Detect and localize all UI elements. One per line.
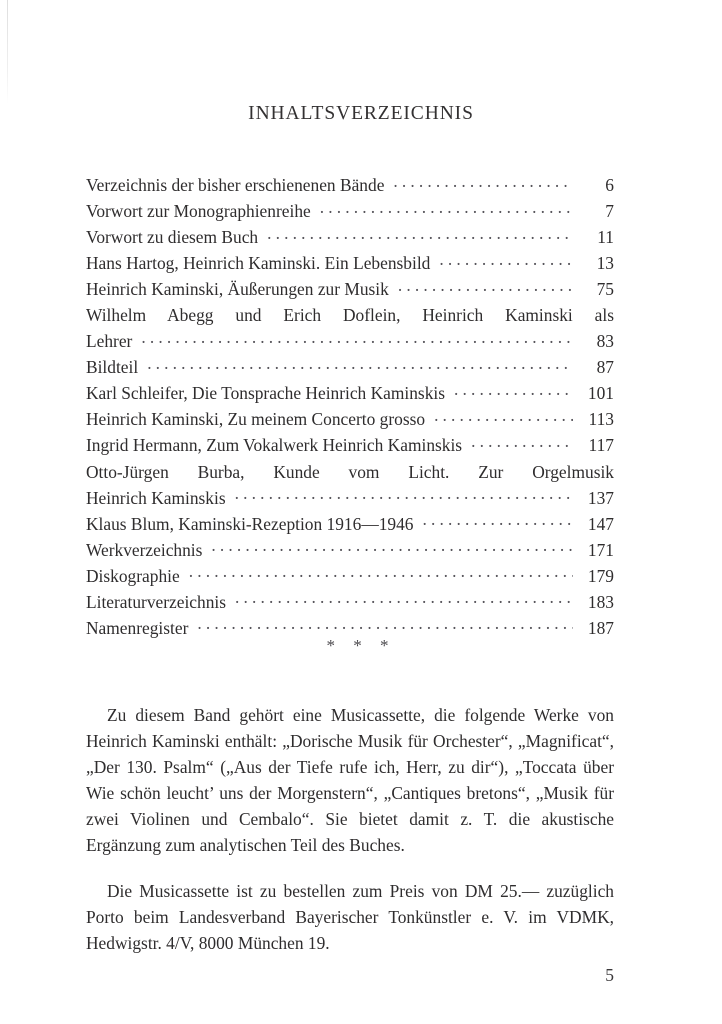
toc-entry-page-number: 187	[587, 617, 614, 638]
toc-entry[interactable]	[86, 276, 614, 302]
toc-entry-title: Bildteil	[86, 357, 139, 378]
dot-leader	[211, 538, 573, 555]
toc-entry-title: Karl Schleifer, Die Tonsprache Heinrich Kaminskis	[86, 383, 445, 404]
toc-entry-page-number: 13	[596, 253, 614, 274]
toc-entry-title: Vorwort zu diesem Buch	[86, 227, 259, 248]
dot-leader	[434, 408, 573, 425]
toc-entry-title: Vorwort zur Monographienreihe	[86, 201, 311, 222]
toc-entry-page-number: 117	[588, 435, 614, 456]
toc-entry-line	[86, 172, 614, 198]
dot-leader	[147, 356, 573, 373]
dot-leader	[398, 278, 573, 295]
toc-entry-page-number: 137	[587, 487, 614, 508]
toc-entry-title: Ingrid Hermann, Zum Vokalwerk Heinrich Kaminskis	[86, 435, 463, 456]
toc-entry[interactable]	[86, 432, 614, 458]
toc-entry-line	[86, 511, 614, 537]
asterisk-divider: * * *	[326, 636, 396, 655]
toc-entry-line	[86, 224, 614, 250]
toc-entry-line	[86, 432, 614, 458]
toc-entry-title: Heinrich Kaminski, Zu meinem Concerto grosso	[86, 409, 426, 430]
dot-leader	[393, 174, 573, 191]
body-paragraph: Die Musicassette ist zu bestellen zum Preis von DM 25.— zuzüglich Porto beim Landesverband Bayerischer Tonkünstler e. V. im VDMK, Hedwigstr. 4/V, 8000 München 19.	[86, 880, 614, 953]
toc-entry-line	[86, 537, 614, 563]
scan-edge-artifact	[7, 0, 8, 104]
dot-leader	[267, 226, 573, 243]
toc-entry-line	[86, 589, 614, 615]
body-paragraph: Zu diesem Band gehört eine Musicassette, die folgende Werke von Heinrich Kaminski enthält: „Dorische Musik für Orchester“, „Magnificat“, „Der 130. Psalm“ („Aus der Tiefe rufe ich, Herr, zu dir“), „Toccata über Wie schön leucht’ uns der Morgenstern“, „Cantiques bretons“, „Musik für zwei Violinen und Cembalo“. Sie bietet damit z. T. die akustische Ergänzung zum analytischen Teil des Buches.	[86, 705, 614, 856]
page-title: INHALTSVERZEICHNIS	[248, 103, 474, 124]
toc-entry-page-number: 179	[587, 565, 614, 586]
toc-entry-line	[86, 354, 614, 380]
toc-entry[interactable]	[86, 172, 614, 198]
dot-leader	[423, 512, 574, 529]
toc-entry[interactable]	[86, 589, 614, 615]
toc-entry[interactable]	[86, 380, 614, 406]
body-text	[86, 702, 614, 956]
toc-entry[interactable]	[86, 563, 614, 589]
toc-entry[interactable]	[86, 224, 614, 250]
toc-entry-page-number: 6	[605, 175, 614, 195]
dot-leader	[141, 330, 573, 347]
toc-entry[interactable]	[86, 406, 614, 432]
toc-entry[interactable]	[86, 511, 614, 537]
toc-entry-first-line: Wilhelm Abegg und Erich Doflein, Heinrich Kaminski als	[86, 305, 614, 326]
toc-entry[interactable]	[86, 250, 614, 276]
toc-entry-page-number: 7	[605, 201, 614, 222]
toc-entry[interactable]	[86, 302, 614, 354]
toc-entry-line	[86, 328, 614, 354]
toc-entry-page-number: 101	[587, 383, 614, 404]
dot-leader	[235, 590, 573, 607]
toc-entry-title: Klaus Blum, Kaminski-Rezeption 1916—1946	[86, 513, 414, 534]
toc-entry-title: Diskographie	[86, 565, 180, 586]
toc-entry-title: Hans Hartog, Heinrich Kaminski. Ein Lebensbild	[86, 253, 431, 274]
toc-entry-title: Heinrich Kaminski, Äußerungen zur Musik	[86, 279, 389, 300]
dot-leader	[454, 382, 573, 399]
toc-entry-title: Heinrich Kaminskis	[86, 487, 226, 508]
toc-entry-first-line: Otto-Jürgen Burba, Kunde vom Licht. Zur Orgelmusik	[86, 461, 614, 482]
toc-entry-line	[86, 276, 614, 302]
dot-leader	[471, 434, 573, 451]
dot-leader	[235, 486, 573, 503]
toc-entry-line	[86, 250, 614, 276]
toc-entry-page-number: 183	[587, 591, 614, 612]
toc-entry-title: Werkverzeichnis	[86, 539, 203, 560]
toc-entry-page-number: 113	[588, 409, 614, 430]
page-number: 5	[605, 965, 614, 985]
toc-entry-line	[86, 198, 614, 224]
toc-entry[interactable]	[86, 354, 614, 380]
dot-leader	[439, 252, 573, 269]
toc-entry-line	[86, 485, 614, 511]
toc-entry-line	[86, 380, 614, 406]
toc-entry[interactable]	[86, 537, 614, 563]
toc-entry[interactable]	[86, 459, 614, 511]
toc-entry-title: Literaturverzeichnis	[86, 591, 227, 612]
toc-entry[interactable]	[86, 198, 614, 224]
toc-entry-title: Namenregister	[86, 617, 189, 638]
toc-entry-line	[86, 406, 614, 432]
toc-entry-line	[86, 563, 614, 589]
toc-entry-title: Verzeichnis der bisher erschienenen Bände	[86, 175, 385, 195]
toc-entry-page-number: 11	[597, 227, 614, 248]
toc-entry-page-number: 75	[596, 279, 614, 300]
table-of-contents	[86, 172, 614, 641]
toc-entry-title: Lehrer	[86, 331, 133, 352]
toc-entry-page-number: 83	[596, 331, 614, 352]
toc-entry-page-number: 171	[587, 539, 614, 560]
toc-entry-page-number: 87	[596, 357, 614, 378]
dot-leader	[197, 616, 573, 633]
toc-entry-page-number: 147	[587, 513, 614, 534]
dot-leader	[320, 200, 573, 217]
dot-leader	[189, 564, 573, 581]
